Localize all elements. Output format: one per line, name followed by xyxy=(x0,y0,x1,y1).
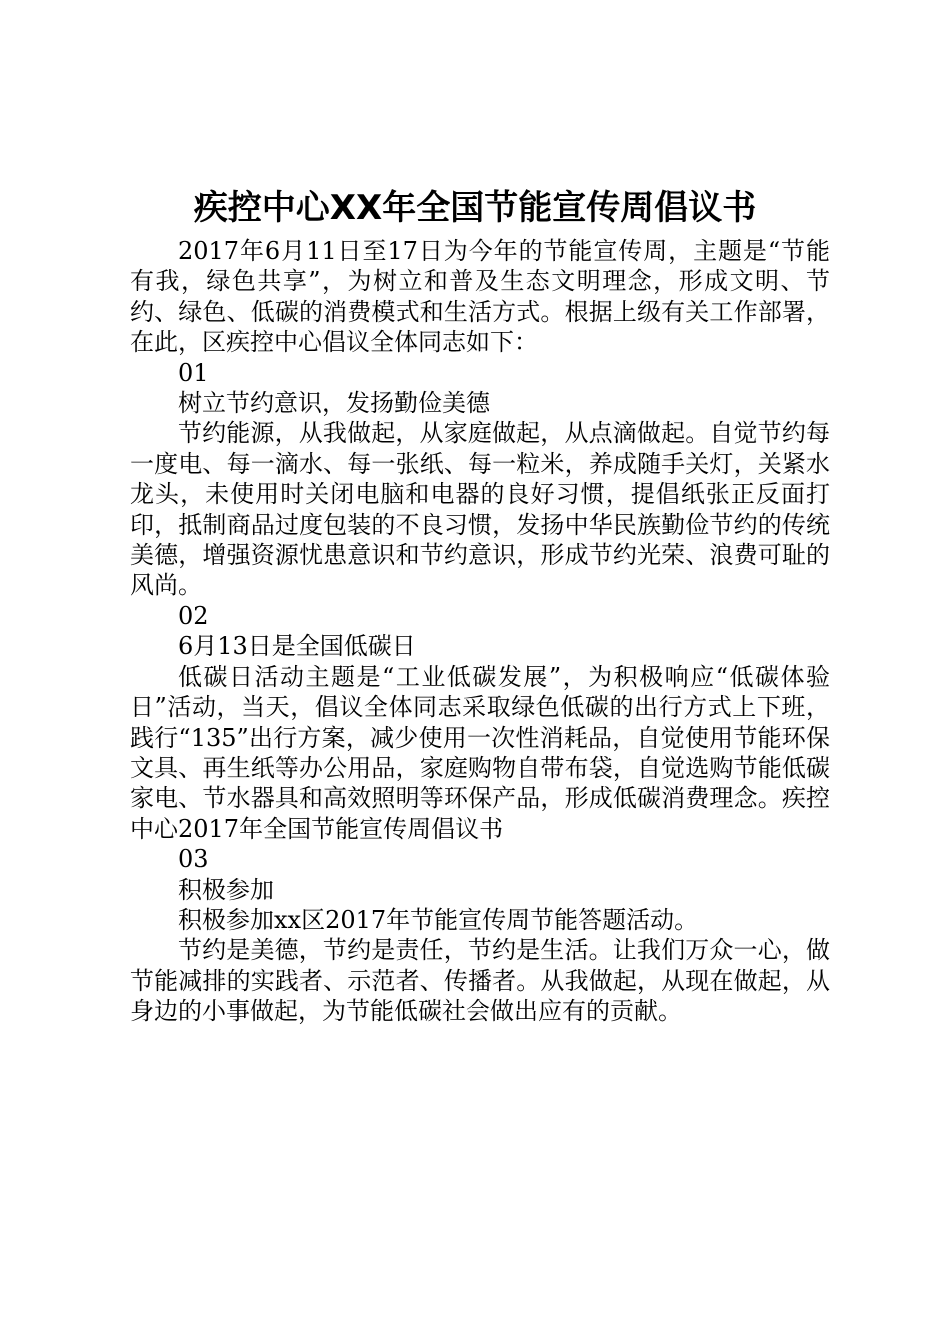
closing-paragraph: 节约是美德，节约是责任，节约是生活。让我们万众一心，做节能减排的实践者、示范者、传播者。从我做起，从现在做起，从身边的小事做起，为节能低碳社会做出应有的贡献。 xyxy=(130,936,830,1026)
section-number-02: 02 xyxy=(178,601,209,630)
section-1-paragraph: 节约能源，从我做起，从家庭做起，从点滴做起。自觉节约每一度电、每一滴水、每一张纸、每一粒米，养成随手关灯，关紧水龙头，未使用时关闭电脑和电器的良好习惯，提倡纸张正反面打印，抵制商品过度包装的不良习惯，发扬中华民族勤俭节约的传统美德，增强资源忧患意识和节约意识，形成节约光荣、浪费可耻的风尚。 xyxy=(130,419,830,600)
intro-paragraph: 2017年6月11日至17日为今年的节能宣传周，主题是“节能有我，绿色共享”，为树立和普及生态文明理念，形成文明、节约、绿色、低碳的消费模式和生活方式。根据上级有关工作部署，在此，区疾控中心倡议全体同志如下： xyxy=(130,237,830,357)
document-body xyxy=(130,236,830,1027)
section-number-03: 03 xyxy=(178,845,209,874)
section-3-paragraph: 积极参加xx区2017年节能宣传周节能答题活动。 xyxy=(178,905,699,934)
section-heading-3: 积极参加 xyxy=(178,875,274,904)
section-number-01: 01 xyxy=(178,358,209,387)
section-2-paragraph: 低碳日活动主题是“工业低碳发展”，为积极响应“低碳体验日”活动，当天，倡议全体同志采取绿色低碳的出行方式上下班，践行“135”出行方案，减少使用一次性消耗品，自觉使用节能环保文具、再生纸等办公用品，家庭购物自带布袋，自觉选购节能低碳家电、节水器具和高效照明等环保产品，形成低碳消费理念。疾控中心2017年全国节能宣传周倡议书 xyxy=(130,662,830,843)
section-heading-2: 6月13日是全国低碳日 xyxy=(178,632,416,661)
document-title: 疾控中心XX年全国节能宣传周倡议书 xyxy=(193,188,757,228)
section-heading-1: 树立节约意识，发扬勤俭美德 xyxy=(178,389,490,418)
